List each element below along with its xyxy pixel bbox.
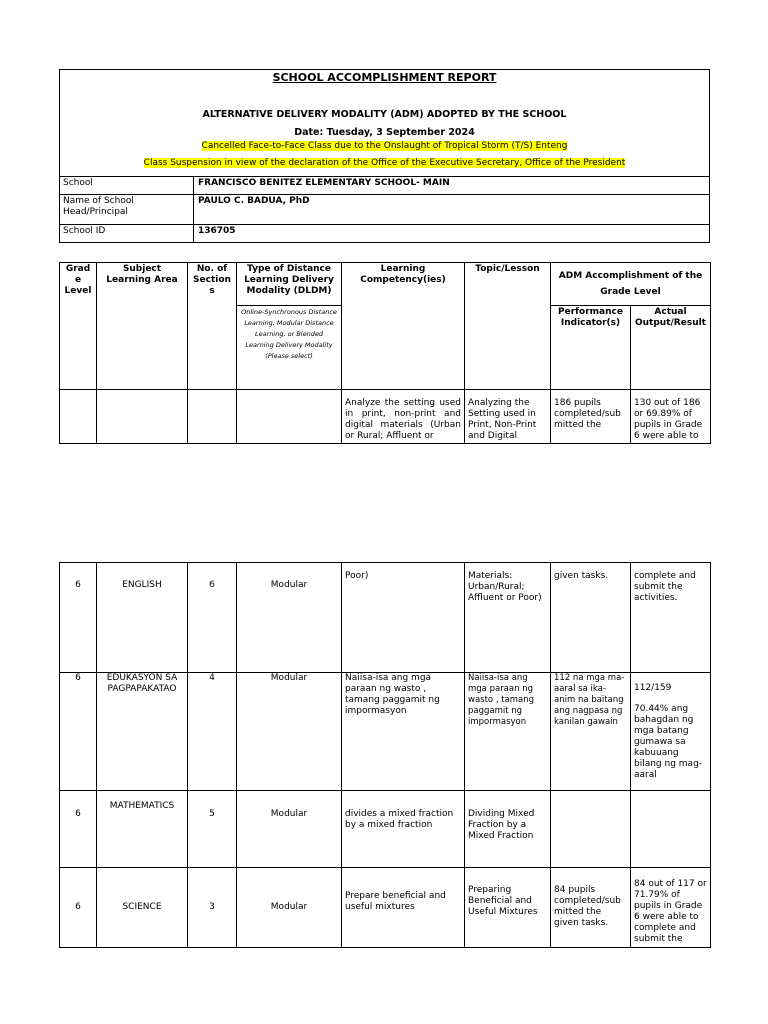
esp-output-count: 112/159	[634, 683, 672, 693]
subject-header: Subject Learning Area	[97, 263, 188, 390]
row-output: 130 out of 186 or 69.89% of pupils in Grade 6 were able to	[631, 390, 711, 444]
row-topic: Analyzing the Setting used in Print, Non-Print and Digital	[465, 390, 551, 444]
school-id-label: School ID	[63, 226, 106, 236]
performance-indicator-header: Performance Indicator(s)	[551, 306, 631, 390]
table-row	[60, 390, 711, 444]
adm-accomplishment-header: ADM Accomplishment of the Grade Level	[551, 263, 711, 306]
row-indicator: 186 pupils completed/sub mitted the	[551, 390, 631, 444]
row-competency: Analyze the setting used in print, non-print and digital materials (Urban or Rural; Affluent or	[342, 390, 465, 444]
school-value: FRANCISCO BENITEZ ELEMENTARY SCHOOL- MAIN	[198, 178, 450, 188]
head-row	[60, 194, 709, 225]
dldm-header: Type of Distance Learning Delivery Modality (DLDM)	[237, 263, 342, 306]
dldm-options: Online-Synchronous Distance Learning, Modular Distance Learning, or Blended Learning Delivery Modality (Please select)	[237, 306, 342, 390]
accomplishment-table-continued	[59, 562, 711, 948]
table-row-science: 6 SCIENCE 3 Modular Prepare beneficial and useful mixtures Preparing Beneficial and Useful Mixtures 84 pupils completed/sub mitted the given tasks. 84 out of 117 or 71.79% of pupils in Grade 6 were able to complete and submit the	[60, 868, 711, 948]
school-label: School	[63, 178, 93, 188]
school-row	[60, 176, 709, 195]
topic-header: Topic/Lesson	[465, 263, 551, 390]
report-date: Date: Tuesday, 3 September 2024	[294, 127, 475, 138]
sections-header: No. of Section s	[188, 263, 237, 390]
table-row-math: 6 MATHEMATICS 5 Modular divides a mixed fraction by a mixed fraction Dividing Mixed Fraction by a Mixed Fraction	[60, 791, 711, 868]
notice-class-suspension: Class Suspension in view of the declaration of the Office of the Executive Secretary, Office of the President	[143, 158, 626, 168]
accomplishment-table-header	[59, 262, 711, 444]
head-label: Name of School Head/Principal	[63, 196, 134, 217]
adm-title: ALTERNATIVE DELIVERY MODALITY (ADM) ADOPTED BY THE SCHOOL	[202, 109, 567, 120]
head-value: PAULO C. BADUA, PhD	[198, 196, 310, 206]
report-title: SCHOOL ACCOMPLISHMENT REPORT	[272, 71, 497, 84]
grade-level-header: Grad e Level	[60, 263, 97, 390]
actual-output-header: Actual Output/Result	[631, 306, 711, 390]
esp-output-percent: 70.44% ang bahagdan ng mga batang gumawa sa kabuuang bilang ng mag-aaral	[634, 704, 703, 780]
school-id-row	[60, 224, 709, 243]
competency-header: Learning Competency(ies)	[342, 263, 465, 390]
notice-cancelled-class: Cancelled Face-to-Face Class due to the Onslaught of Tropical Storm (T/S) Enteng	[201, 141, 568, 151]
school-id-value: 136705	[198, 226, 236, 236]
table-row-esp: 6 EDUKASYON SA PAGPAPAKATAO 4 Modular Naiisa-isa ang mga paraan ng wasto , tamang paggamit ng impormasyon Naiisa-isa ang mga paraan ng wasto , tamang paggamit ng impormasyon 112 na mga ma-aaral sa ika-anim na baitang ang nagpasa ng kanilan gawain 112/159 70.44% ang bahagdan ng mga batang gumawa sa kabuuang bilang ng mag-aaral	[60, 673, 711, 791]
report-header	[59, 69, 710, 243]
table-row-english: 6 ENGLISH 6 Modular Poor) Materials: Urban/Rural; Affluent or Poor) given tasks. complete and submit the activities.	[60, 563, 711, 673]
